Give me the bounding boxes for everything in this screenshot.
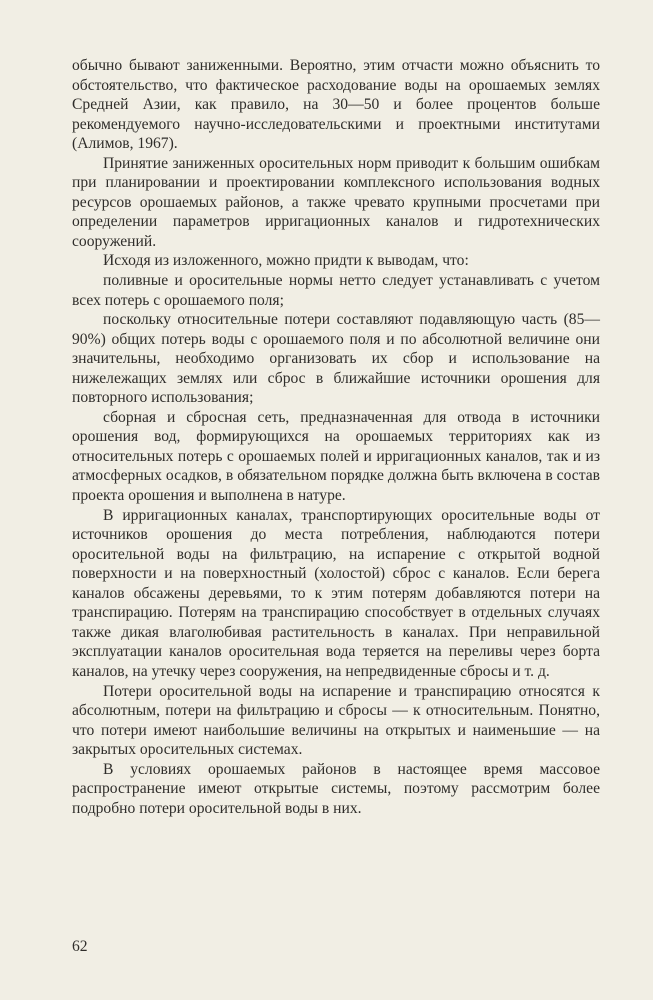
paragraph-8: Потери оросительной воды на испарение и транспирацию относятся к абсолютным, потери на фильтрацию и сбросы — к относительным. Понятно, что потери имеют наибольшие величины на открытых и наименьшие — на закрытых оросительных системах. (72, 682, 600, 759)
paragraph-9: В условиях орошаемых районов в настоящее время массовое распространение имеют открытые системы, поэтому рассмотрим более подробно потери оросительной воды в них. (72, 760, 600, 817)
paragraph-7: В ирригационных каналах, транспортирующих оросительные воды от источников орошения до места потребления, наблюдаются потери оросительной воды на фильтрацию, на испарение с открытой водной поверхности и на поверхностный (холостой) сброс с каналов. Если берега каналов обсажены деревьями, то к этим потерям добавляются потери на транспирацию. Потерям на транспирацию способствует в отдельных случаях также дикая влаголюбивая растительность в каналах. При неправильной эксплуатации каналов оросительная вода теряется на переливы через борта каналов, на утечку через сооружения, на непредвиденные сбросы и т. д. (72, 506, 600, 680)
page-number: 62 (72, 938, 88, 955)
paragraph-4: поливные и оросительные нормы нетто следует устанавливать с учетом всех потерь с орошаемого поля; (72, 272, 600, 309)
paragraph-3: Исходя из изложенного, можно придти к выводам, что: (103, 252, 469, 270)
paragraph-6: сборная и сбросная сеть, предназначенная для отвода в источники орошения вод, формирующихся на орошаемых территориях как из относительных потерь с орошаемых полей и ирригационных каналов, так и из атмосферных осадков, в обязательном порядке должна быть включена в состав проекта орошения и выполнена в натуре. (72, 408, 600, 505)
page-text (72, 56, 600, 818)
paragraph-5: поскольку относительные потери составляют подавляющую часть (85—90%) общих потерь воды с орошаемого поля и по абсолютной величине они значительны, необходимо организовать их сбор и использование на нижележащих землях или сброс в ближайшие источники орошения для повторного использования; (72, 311, 600, 407)
paragraph-1: обычно бывают заниженными. Вероятно, этим отчасти можно объяснить то обстоятельство, что фактическое расходование воды на орошаемых землях Средней Азии, как правило, на 30—50 и более процентов больше рекомендуемого научно-исследовательскими и проектными институтами (Алимов, 1967). (72, 57, 600, 153)
paragraph-2: Принятие заниженных оросительных норм приводит к большим ошибкам при планировании и проектировании комплексного использования водных ресурсов орошаемых районов, а также чревато крупными просчетами при определении параметров ирригационных каналов и гидротехнических сооружений. (72, 154, 600, 250)
